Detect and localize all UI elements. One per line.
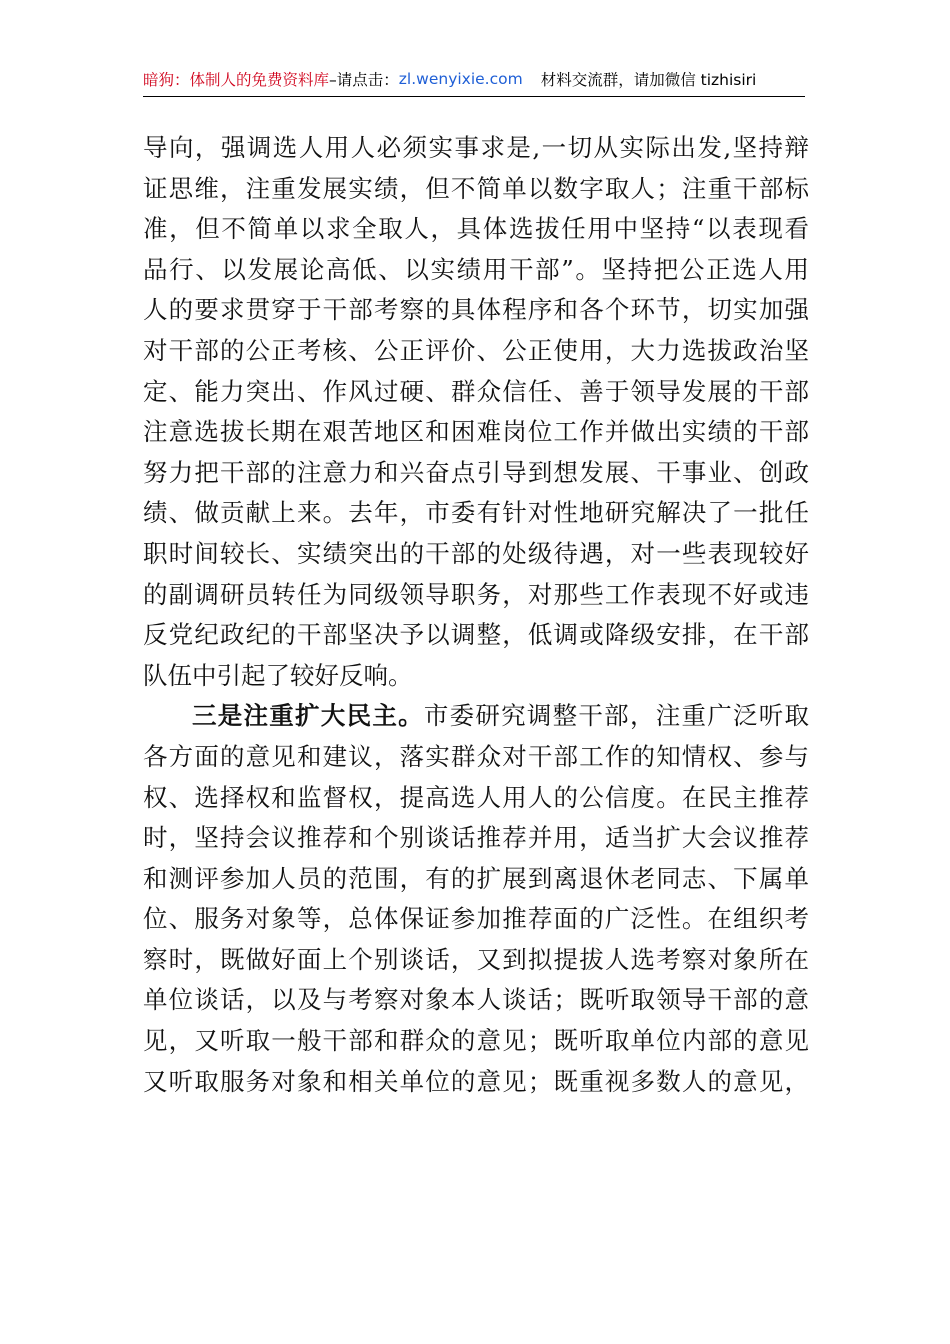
header-wechat: 材料交流群，请加微信 tizhisiri <box>540 71 757 89</box>
section-heading: 三是注重扩大民主。 <box>192 701 424 731</box>
paragraph-line: 人的要求贯穿于干部考察的具体程序和各个环节，切实加强 <box>143 295 809 325</box>
document-body <box>143 128 809 1102</box>
header-click-prefix: –请点击： <box>329 71 399 89</box>
paragraph-line: 准，但不简单以求全取人，具体选拔任用中坚持“以表现看 <box>143 214 809 244</box>
paragraph-line: 反党纪政纪的干部坚决予以调整，低调或降级安排，在干部 <box>143 620 809 650</box>
paragraph-line: 努力把干部的注意力和兴奋点引导到想发展、干事业、创政 <box>143 457 809 487</box>
paragraph-line: 位、服务对象等，总体保证参加推荐面的广泛性。在组织考 <box>143 904 809 934</box>
paragraph-line: 各方面的意见和建议，落实群众对干部工作的知情权、参与 <box>143 741 809 771</box>
paragraph-line: 注意选拔长期在艰苦地区和困难岗位工作并做出实绩的干部 <box>143 417 809 447</box>
paragraph-text: 市委研究调整干部，注重广泛听取 <box>423 701 810 731</box>
paragraph-line: 职时间较长、实绩突出的干部的处级待遇，对一些表现较好 <box>143 538 809 568</box>
paragraph-line: 察时，既做好面上个别谈话，又到拟提拔人选考察对象所在 <box>143 944 809 974</box>
paragraph-line: 绩、做贡献上来。去年，市委有针对性地研究解决了一批任 <box>143 498 809 528</box>
paragraph-line: 品行、以发展论高低、以实绩用干部”。坚持把公正选人用 <box>143 254 809 284</box>
paragraph-first-line <box>143 696 809 737</box>
paragraph-line: 导向，强调选人用人必须实事求是,一切从实际出发,坚持辩 <box>143 133 809 162</box>
header-brand: 暗狗：体制人的免费资料库 <box>143 71 330 89</box>
paragraph-line: 又听取服务对象和相关单位的意见；既重视多数人的意见， <box>143 1066 809 1096</box>
paragraph-line: 权、选择权和监督权，提高选人用人的公信度。在民主推荐 <box>143 782 809 812</box>
paragraph-line: 定、能力突出、作风过硬、群众信任、善于领导发展的干部 <box>143 376 809 406</box>
paragraph-line: 队伍中引起了较好反响。 <box>143 660 413 690</box>
paragraph-line: 见，又听取一般干部和群众的意见；既听取单位内部的意见 <box>143 1026 809 1056</box>
paragraph-line: 单位谈话，以及与考察对象本人谈话；既听取领导干部的意 <box>143 985 809 1015</box>
paragraph-line: 和测评参加人员的范围，有的扩展到离退休老同志、下属单 <box>143 863 809 893</box>
paragraph-line: 证思维，注重发展实绩，但不简单以数字取人；注重干部标 <box>143 173 809 203</box>
page-header <box>143 62 805 97</box>
paragraph-line: 时，坚持会议推荐和个别谈话推荐并用，适当扩大会议推荐 <box>143 823 809 853</box>
paragraph-line: 的副调研员转任为同级领导职务，对那些工作表现不好或违 <box>143 579 809 609</box>
header-url-link[interactable]: zl.wenyixie.com <box>398 70 523 88</box>
paragraph-line: 对干部的公正考核、公正评价、公正使用，大力选拔政治坚 <box>143 335 809 365</box>
